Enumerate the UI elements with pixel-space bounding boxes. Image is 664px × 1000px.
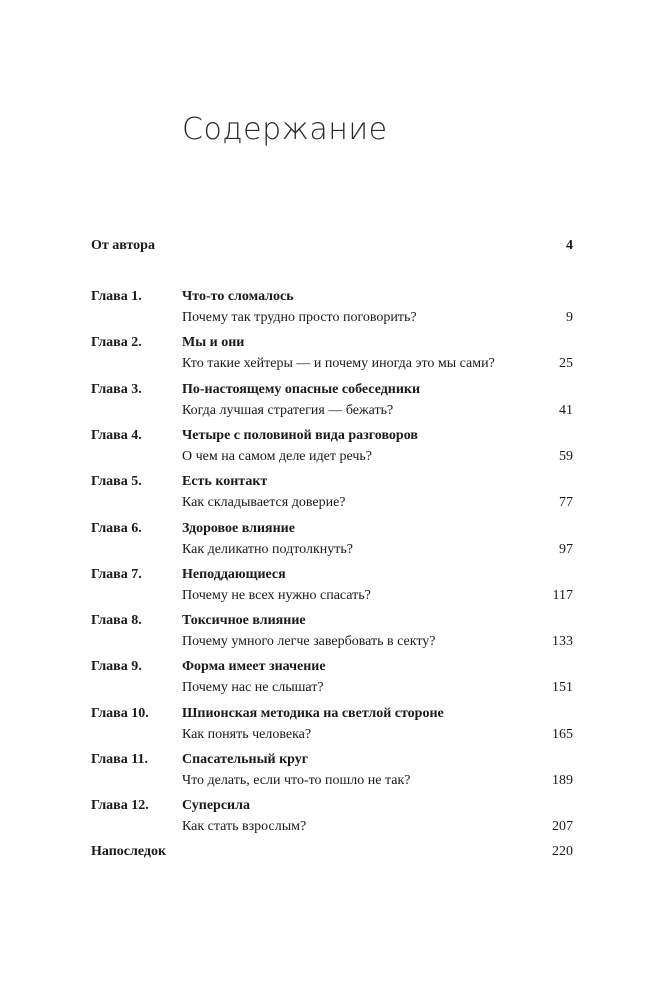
toc-chapter-3[interactable] — [91, 380, 573, 400]
entry-label: Напоследок — [91, 844, 167, 859]
page-number: 189 — [552, 773, 573, 788]
chapter-subtitle: Почему не всех нужно спасать? — [182, 588, 371, 603]
chapter-title: Что-то сломалось — [182, 289, 294, 304]
chapter-subtitle: Кто такие хейтеры — и почему иногда это мы сами? — [182, 356, 495, 371]
page-number: 9 — [566, 310, 573, 325]
toc-chapter-2[interactable] — [91, 333, 573, 353]
chapter-title: Спасательный круг — [182, 752, 309, 767]
chapter-title: Здоровое влияние — [182, 521, 295, 536]
page-number: 207 — [552, 819, 573, 834]
chapter-subtitle: Как стать взрослым? — [182, 819, 307, 834]
chapter-title: Токсичное влияние — [182, 613, 306, 628]
toc-chapter-11-subtitle-row[interactable] — [91, 771, 573, 791]
chapter-label: Глава 5. — [91, 474, 142, 489]
entry-label: От автора — [91, 238, 155, 253]
chapter-subtitle: Как деликатно подтолкнуть? — [182, 542, 353, 557]
page-number: 25 — [559, 356, 573, 371]
chapter-title: Суперсила — [182, 798, 250, 813]
chapter-title: Четыре с половиной вида разговоров — [182, 428, 418, 443]
toc-chapter-7[interactable] — [91, 565, 573, 585]
chapter-subtitle: Как понять человека? — [182, 727, 312, 742]
chapter-label: Глава 6. — [91, 521, 142, 536]
toc-chapter-12[interactable] — [91, 796, 573, 816]
chapter-title: По-настоящему опасные собеседники — [182, 382, 421, 397]
chapter-title: Шпионская методика на светлой стороне — [182, 706, 444, 721]
toc-chapter-4-subtitle-row[interactable] — [91, 447, 573, 467]
toc-chapter-11[interactable] — [91, 750, 573, 770]
chapter-subtitle: Почему нас не слышат? — [182, 680, 324, 695]
page-number: 117 — [552, 588, 573, 603]
toc-chapter-3-subtitle-row[interactable] — [91, 401, 573, 421]
chapter-label: Глава 7. — [91, 567, 142, 582]
toc-entry-afterword[interactable] — [91, 842, 573, 862]
chapter-subtitle: О чем на самом деле идет речь? — [182, 449, 372, 464]
toc-chapter-6-subtitle-row[interactable] — [91, 540, 573, 560]
page-number: 59 — [559, 449, 573, 464]
page-number: 165 — [552, 727, 573, 742]
chapter-subtitle: Что делать, если что-то пошло не так? — [182, 773, 411, 788]
toc-chapter-10-subtitle-row[interactable] — [91, 725, 573, 745]
chapter-title: Есть контакт — [182, 474, 268, 489]
chapter-title: Мы и они — [182, 335, 245, 350]
chapter-label: Глава 11. — [91, 752, 148, 767]
toc-chapter-5-subtitle-row[interactable] — [91, 493, 573, 513]
page-title: Содержание — [182, 112, 388, 147]
chapter-label: Глава 8. — [91, 613, 142, 628]
chapter-label: Глава 9. — [91, 659, 142, 674]
chapter-subtitle: Почему так трудно просто поговорить? — [182, 310, 417, 325]
toc-chapter-2-subtitle-row[interactable] — [91, 354, 573, 374]
chapter-subtitle: Как складывается доверие? — [182, 495, 346, 510]
chapter-title: Форма имеет значение — [182, 659, 326, 674]
chapter-label: Глава 1. — [91, 289, 142, 304]
chapter-label: Глава 10. — [91, 706, 149, 721]
chapter-label: Глава 12. — [91, 798, 149, 813]
chapter-title: Неподдающиеся — [182, 567, 286, 582]
toc-entry-preface[interactable] — [91, 236, 573, 256]
toc-chapter-1[interactable] — [91, 287, 573, 307]
page-number: 151 — [552, 680, 573, 695]
page-number: 41 — [559, 403, 573, 418]
toc-chapter-12-subtitle-row[interactable] — [91, 817, 573, 837]
page-number: 220 — [552, 844, 573, 859]
page-number: 133 — [552, 634, 573, 649]
toc-chapter-9[interactable] — [91, 657, 573, 677]
chapter-subtitle: Когда лучшая стратегия — бежать? — [182, 403, 394, 418]
toc-chapter-10[interactable] — [91, 704, 573, 724]
chapter-label: Глава 2. — [91, 335, 142, 350]
toc-chapter-8-subtitle-row[interactable] — [91, 632, 573, 652]
chapter-subtitle: Почему умного легче завербовать в секту? — [182, 634, 436, 649]
toc-chapter-4[interactable] — [91, 426, 573, 446]
toc-chapter-9-subtitle-row[interactable] — [91, 678, 573, 698]
toc-chapter-8[interactable] — [91, 611, 573, 631]
page-number: 97 — [559, 542, 573, 557]
toc-chapter-1-subtitle-row[interactable] — [91, 308, 573, 328]
page-number: 4 — [566, 238, 573, 253]
toc-chapter-5[interactable] — [91, 472, 573, 492]
chapter-label: Глава 3. — [91, 382, 142, 397]
toc-chapter-6[interactable] — [91, 519, 573, 539]
toc-chapter-7-subtitle-row[interactable] — [91, 586, 573, 606]
page-number: 77 — [559, 495, 573, 510]
chapter-label: Глава 4. — [91, 428, 142, 443]
